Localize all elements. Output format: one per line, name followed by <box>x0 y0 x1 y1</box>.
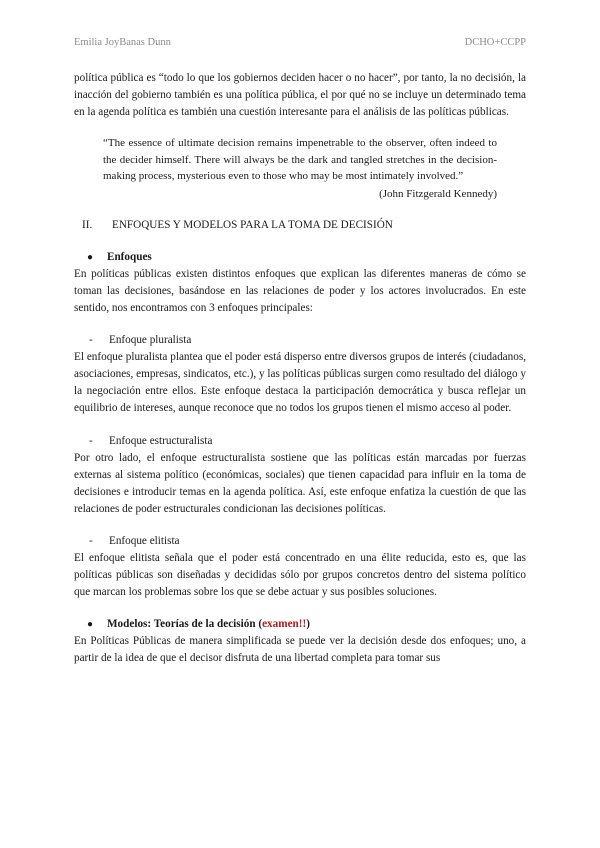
modelos-paragraph: En Políticas Públicas de manera simplificada se puede ver la decisión desde dos enfoques; uno, a partir de la idea de que el decisor disfruta de una libertad completa para tomar sus <box>74 635 526 665</box>
bullet-modelos <box>74 616 526 633</box>
pluralista-paragraph: El enfoque pluralista plantea que el poder está disperso entre diversos grupos de interés (ciudadanos, asociaciones, empresas, sindicatos, etc.), y las políticas públicas surgen como resultado del diálogo y la negociación entre ellos. Este enfoque destaca la participación democrática y busca reflejar un equilibrio de intereses, aunque reconoce que no todos los grupos tienen el mismo acceso al poder. <box>74 351 526 415</box>
header-course: DCHO+CCPP <box>464 37 526 48</box>
page-header <box>74 37 526 51</box>
page-body <box>74 70 526 667</box>
paren-open: ( <box>255 618 263 631</box>
bullet-icon: ● <box>87 251 94 263</box>
dash-item-pluralista <box>74 332 526 349</box>
estructuralista-paragraph: Por otro lado, el enfoque estructuralista sostiene que las políticas están marcadas por fuerzas externas al sistema político (económicas, sociales) que tienen capacidad para influir en la toma de decisiones e introducir temas en la agenda política. Así, este enfoque enfatiza la cuestión de que las relaciones de poder estructurales condicionan las decisiones políticas. <box>74 451 526 515</box>
bullet-label: Enfoques <box>107 250 152 263</box>
paren-close: ) <box>306 618 310 631</box>
section-title: ENFOQUES Y MODELOS PARA LA TOMA DE DECISIÓN <box>112 218 393 231</box>
dash-label: Enfoque pluralista <box>109 334 192 347</box>
dash-label: Enfoque estructuralista <box>109 434 213 447</box>
bullet-enfoques <box>74 249 526 266</box>
bullet-label: Modelos: Teorías de la decisión <box>107 618 256 631</box>
exam-highlight: examen!! <box>262 618 307 631</box>
dash-marker: - <box>89 534 93 547</box>
quote-text: “The essence of ultimate decision remains impenetrable to the observer, often indeed to the decider himself. There will always be the dark and tangled stretches in the decision-making process, mysterious even to those who may be most intimately involved.” <box>103 137 497 183</box>
section-heading <box>74 217 526 234</box>
intro-paragraph: política pública es “todo lo que los gobiernos deciden hacer o no hacer”, por tanto, la no decisión, la inacción del gobierno también es una política pública, el por qué no se incluye un determinado tema en la agenda política es también una cuestión interesante para el análisis de las políticas públicas. <box>74 72 526 119</box>
dash-marker: - <box>89 334 93 347</box>
dash-label: Enfoque elitista <box>109 534 180 547</box>
enfoques-paragraph: En políticas públicas existen distintos enfoques que explican las diferentes maneras de cómo se toman las decisiones, basándose en las relaciones de poder y los actores involucrados. En este sentido, nos encontramos con 3 enfoques principales: <box>74 267 526 315</box>
bullet-icon: ● <box>87 619 94 631</box>
dash-marker: - <box>89 434 93 447</box>
bullet-modelos-text <box>107 616 310 633</box>
header-author: Emilia JoyBanas Dunn <box>74 37 171 48</box>
elitista-paragraph: El enfoque elitista señala que el poder está concentrado en una élite reducida, esto es, que las políticas públicas son diseñadas y decididas sólo por grupos concretos dentro del sistema político que marcan los problemas sobre los que se debe actuar y sus posibles soluciones. <box>74 551 526 599</box>
section-number: II. <box>82 218 93 231</box>
dash-item-estructuralista <box>74 433 526 450</box>
dash-item-elitista <box>74 533 526 550</box>
kennedy-quote <box>103 135 497 202</box>
quote-attribution: (John Fitzgerald Kennedy) <box>379 187 497 200</box>
